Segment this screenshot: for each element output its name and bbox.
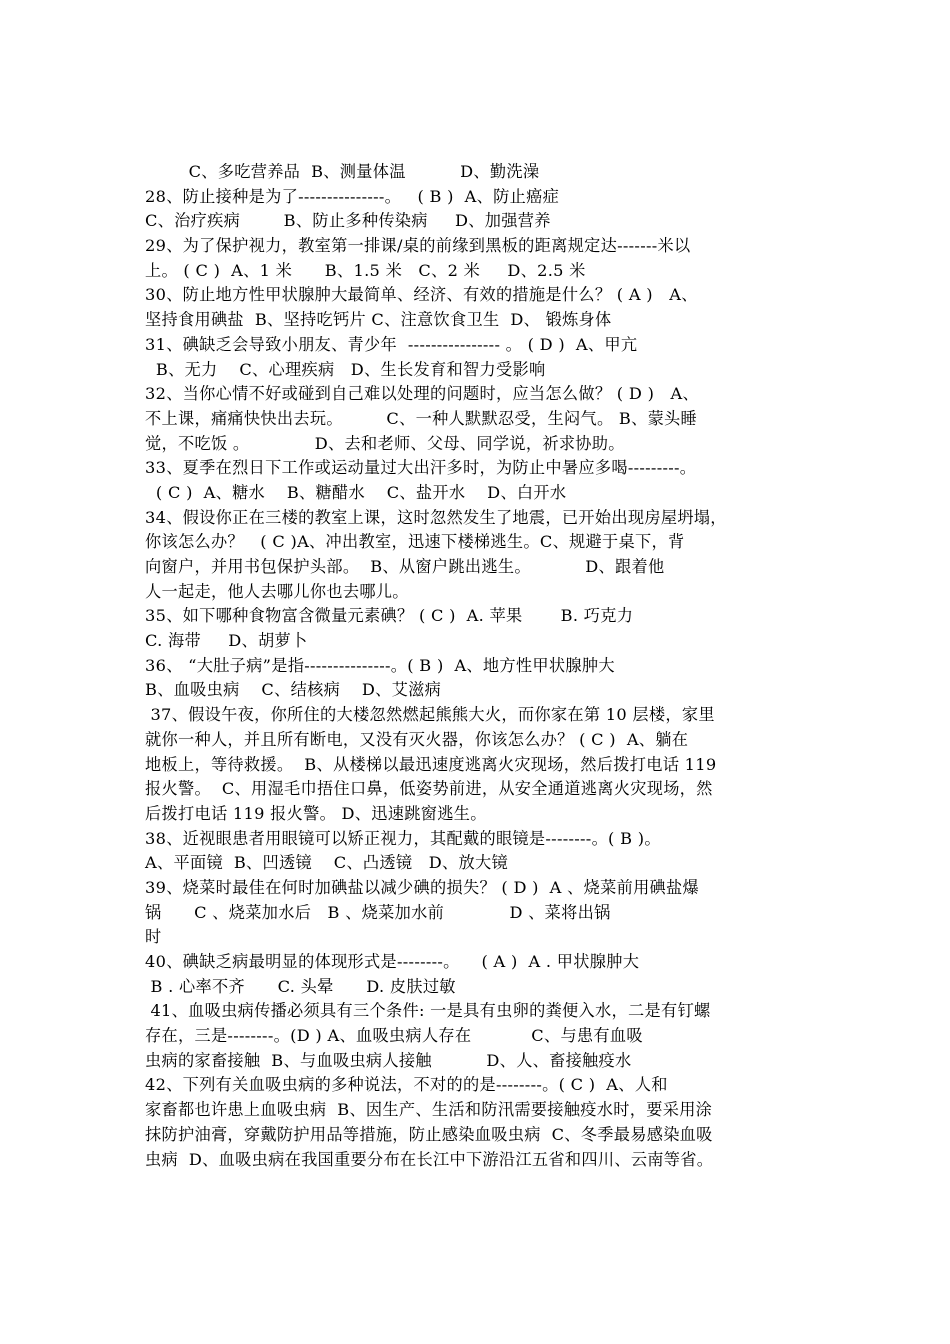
text-line: 后拨打电话 119 报火警。 D、迅速跳窗逃生。	[145, 803, 487, 823]
text-line: 37、假设午夜，你所住的大楼忽然燃起熊熊大火，而你家在第 10 层楼，家里	[145, 705, 715, 725]
text-line: 人一起走，他人去哪儿你也去哪儿。	[145, 581, 409, 601]
text-line: 33、夏季在烈日下工作或运动量过大出汗多时，为防止中暑应多喝---------。	[145, 458, 697, 478]
text-line: 29、为了保护视力，教室第一排课/桌的前缘到黑板的距离规定达-------米以	[145, 236, 691, 256]
text-line: 锅 C 、烧菜加水后 B 、烧菜加水前 D 、菜将出锅	[145, 902, 611, 922]
text-line: 向窗户，并用书包保护头部。 B、从窗户跳出逃生。 D、跟着他	[145, 557, 665, 576]
text-line: 时	[145, 927, 162, 947]
text-line: 34、假设你正在三楼的教室上课，这时忽然发生了地震，已开始出现房屋坍塌，	[145, 507, 727, 527]
text-line: 家畜都也许患上血吸虫病 B、因生产、生活和防汛需要接触疫水时，要采用涂	[145, 1100, 713, 1120]
text-line: 虫病 D、血吸虫病在我国重要分布在长江中下游沿江五省和四川、云南等省。	[145, 1149, 714, 1169]
text-line: 不上课，痛痛快快出去玩。 C、一种人默默忍受，生闷气。 B、蒙头睡	[145, 408, 698, 428]
text-line: A、平面镜 B、凹透镜 C、凸透镜 D、放大镜	[145, 853, 508, 873]
document-body	[145, 160, 820, 1172]
text-line: 上。 ( C ) A、1 米 B、1.5 米 C、2 米 D、2.5 米	[145, 260, 586, 280]
text-line: 你该怎么办？ ( C )A、冲出教室，迅速下楼梯逃生。C、规避于桌下，背	[145, 532, 685, 552]
text-line: 28、防止接种是为了---------------。 ( B ) A、防止癌症	[145, 186, 560, 206]
text-line: 存在，三是--------。(D ) A、血吸虫病人存在 C、与患有血吸	[145, 1026, 643, 1046]
text-line: 报火警。 C、用湿毛巾捂住口鼻，低姿势前进，从安全通道逃离火灾现场，然	[145, 779, 713, 799]
text-line: B、血吸虫病 C、结核病 D、艾滋病	[145, 680, 442, 700]
text-line: C. 海带 D、胡萝卜	[145, 631, 308, 651]
text-line: 41、血吸虫病传播必须具有三个条件: 一是具有虫卵的粪便入水，二是有钉螺	[145, 1001, 711, 1021]
text-line: C、治疗疾病 B、防止多种传染病 D、加强营养	[145, 211, 551, 231]
text-line: 就你一种人，并且所有断电，又没有灭火器，你该怎么办？ ( C ) A、躺在	[145, 729, 689, 749]
text-line: 32、当你心情不好或碰到自己难以处理的问题时，应当怎么做？ ( D ) A、	[145, 384, 700, 404]
text-line: 36、 “大肚子病”是指---------------。( B ) A、地方性甲状腺肿大	[145, 655, 615, 675]
text-line: 抹防护油膏，穿戴防护用品等措施，防止感染血吸虫病 C、冬季最易感染血吸	[145, 1124, 713, 1144]
text-line: B . 心率不齐 C. 头晕 D. 皮肤过敏	[145, 976, 456, 996]
text-line: 42、下列有关血吸虫病的多种说法，不对的的是--------。( C ) A、人和	[145, 1075, 668, 1095]
text-line: B、无力 C、心理疾病 D、生长发育和智力受影响	[145, 359, 546, 379]
text-line: 地板上，等待救援。 B、从楼梯以最迅速度逃离火灾现场，然后拨打电话 119	[145, 754, 717, 774]
text-line: 虫病的家畜接触 B、与血吸虫病人接触 D、人、畜接触疫水	[145, 1050, 632, 1070]
text-line: ( C ) A、糖水 B、糖醋水 C、盐开水 D、白开水	[145, 482, 567, 502]
text-line: 40、碘缺乏病最明显的体现形式是--------。 ( A ) A . 甲状腺肿大	[145, 952, 640, 971]
text-line: C、多吃营养品 B、测量体温 D、勤洗澡	[145, 162, 540, 181]
text-line: 30、防止地方性甲状腺肿大最简单、经济、有效的措施是什么？ ( A ) A、	[145, 285, 698, 305]
text-line: 觉，不吃饭 。 D、去和老师、父母、同学说，祈求协助。	[145, 433, 625, 453]
text-line: 38、近视眼患者用眼镜可以矫正视力，其配戴的眼镜是--------。( B )。	[145, 828, 661, 848]
text-line: 39、烧菜时最佳在何时加碘盐以减少碘的损失？ ( D ) A 、烧菜前用碘盐爆	[145, 877, 700, 897]
text-line: 35、如下哪种食物富含微量元素碘？ ( C ) A. 苹果 B. 巧克力	[145, 606, 634, 626]
text-line: 坚持食用碘盐 B、坚持吃钙片 C、注意饮食卫生 D、 锻炼身体	[145, 310, 612, 330]
text-line: 31、碘缺乏会导致小朋友、青少年 ---------------- 。 ( D ) A、甲亢	[145, 334, 638, 354]
